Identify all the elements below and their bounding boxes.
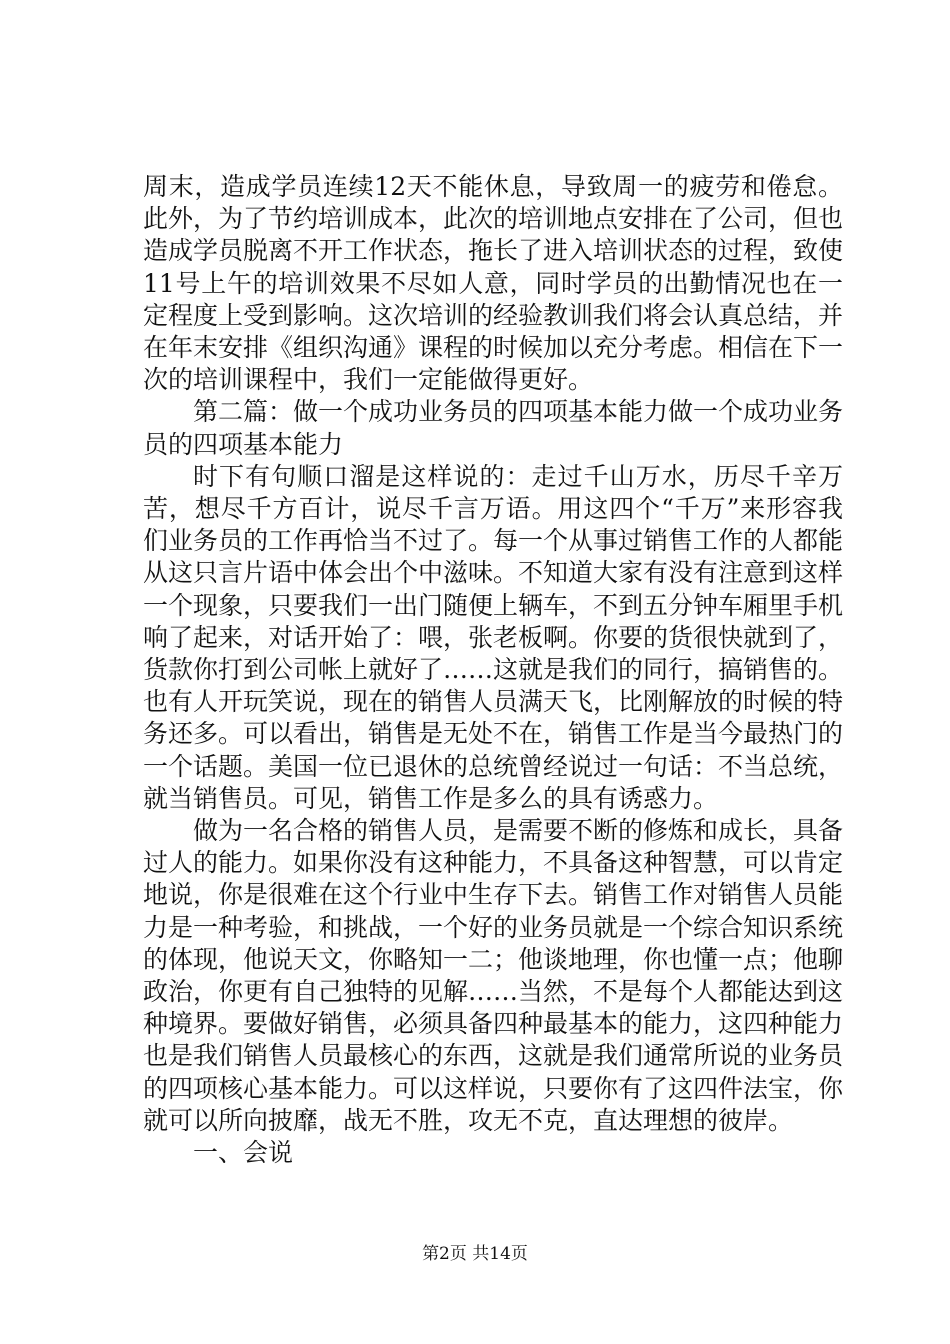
section-heading-2: 第二篇：做一个成功业务员的四项基本能力做一个成功业务员的四项基本能力 bbox=[143, 397, 844, 459]
page-number-footer: 第2页 共14页 bbox=[422, 1244, 528, 1264]
subheading-huishuo: 一、会说 bbox=[193, 1138, 294, 1168]
paragraph-4: 做为一名合格的销售人员，是需要不断的修炼和成长，具备过人的能力。如果你没有这种能力，不具备这种智慧，可以肯定地说，你是很难在这个行业中生存下去。销售工作对销售人员能力是一种考验，和挑战，一个好的业务员就是一个综合知识系统的体现，他说天文，你略知一二；他谈地理，你也懂一点；他聊政治，你更有自己独特的见解……当然，不是每个人都能达到这种境界。要做好销售，必须具备四种最基本的能力，这四种能力也是我们销售人员最核心的东西，这就是我们通常所说的业务员的四项核心基本能力。可以这样说，只要你有了这四件法宝，你就可以所向披靡，战无不胜，攻无不克，直达理想的彼岸。 bbox=[143, 816, 844, 1135]
document-body bbox=[143, 171, 843, 1169]
paragraph-3: 时下有句顺口溜是这样说的：走过千山万水，历尽千辛万苦，想尽千方百计，说尽千言万语。用这四个“千万”来形容我们业务员的工作再恰当不过了。每一个从事过销售工作的人都能从这只言片语中体会出个中滋味。不知道大家有没有注意到这样一个现象，只要我们一出门随便上辆车，不到五分钟车厢里手机响了起来，对话开始了：喂，张老板啊。你要的货很快就到了，货款你打到公司帐上就好了……这就是我们的同行，搞销售的。也有人开玩笑说，现在的销售人员满天飞，比刚解放的时候的特务还多。可以看出，销售是无处不在，销售工作是当今最热门的一个话题。美国一位已退休的总统曾经说过一句话：不当总统，就当销售员。可见，销售工作是多么的具有诱惑力。 bbox=[143, 461, 844, 813]
paragraph-1: 周末，造成学员连续12天不能休息，导致周一的疲劳和倦怠。此外，为了节约培训成本，此次的培训地点安排在了公司，但也造成学员脱离不开工作状态，拖长了进入培训状态的过程，致使11号上午的培训效果不尽如人意，同时学员的出勤情况也在一定程度上受到影响。这次培训的经验教训我们将会认真总结，并在年末安排《组织沟通》课程的时候加以充分考虑。相信在下一次的培训课程中，我们一定能做得更好。 bbox=[143, 172, 844, 395]
